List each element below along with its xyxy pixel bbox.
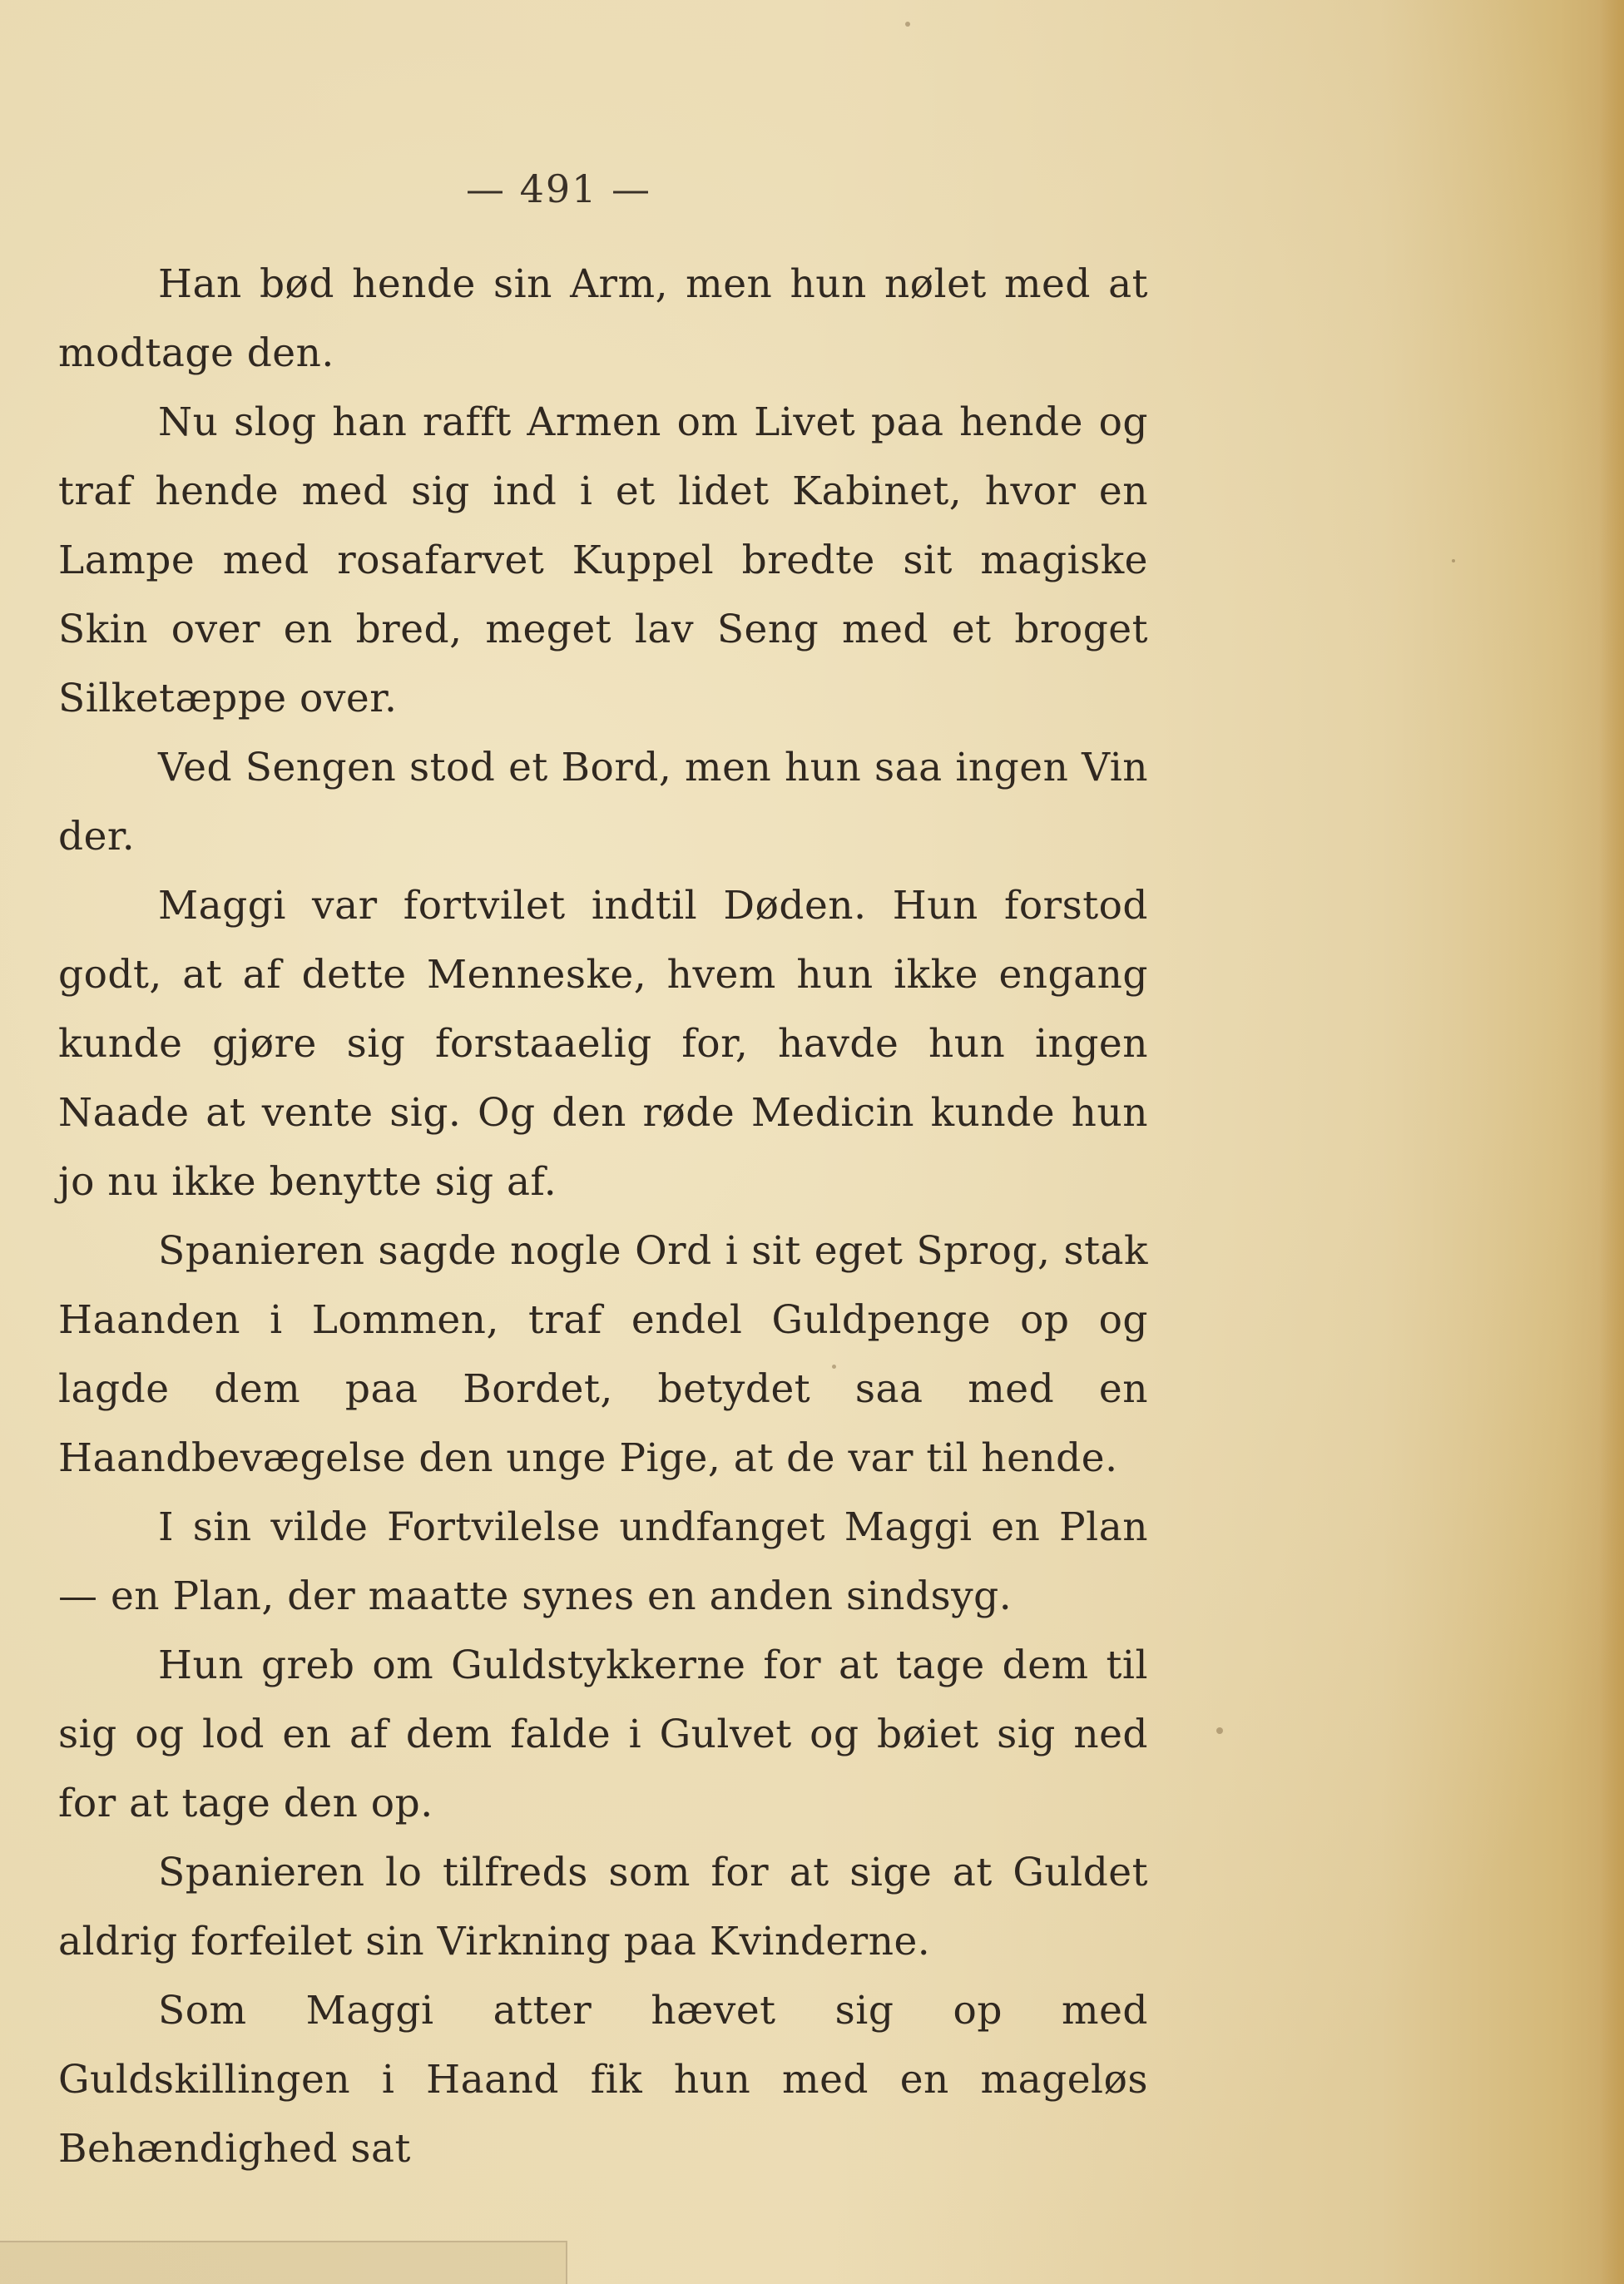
paragraph: Nu slog han rafft Armen om Livet paa hende og traf hende med sig ind i et lidet Kabinet, hvor en Lampe med rosafarvet Kuppel bredte sit magiske Skin over en bred, meget lav Seng med et broget Silketæppe over. — [58, 399, 1148, 721]
body-text — [58, 250, 1148, 2183]
paragraph: Maggi var fortvilet indtil Døden. Hun forstod godt, at af dette Menneske, hvem hun ikke engang kunde gjøre sig forstaaelig for, havde hun ingen Naade at vente sig. Og den røde Medicin kunde hun jo nu ikke benytte sig af. — [58, 883, 1148, 1205]
paper-speck — [1216, 1727, 1223, 1734]
page-number-header: — 491 — — [466, 166, 652, 211]
paper-speck — [832, 1365, 836, 1369]
page-bottom-edge — [0, 2241, 567, 2284]
paragraph: I sin vilde Fortvilelse undfanget Maggi en Plan — en Plan, der maatte synes en anden sindsyg. — [58, 1504, 1148, 1619]
paragraph: Spanieren sagde nogle Ord i sit eget Sprog, stak Haanden i Lommen, traf endel Guldpenge op og lagde dem paa Bordet, betydet saa med en Haandbevægelse den unge Pige, at de var til hende. — [58, 1228, 1148, 1481]
paper-speck — [1452, 559, 1455, 562]
paragraph: Som Maggi atter hævet sig op med Guldskillingen i Haand fik hun med en mageløs Behændighed sat — [58, 1988, 1148, 2172]
paragraph: Hun greb om Guldstykkerne for at tage dem til sig og lod en af dem falde i Gulvet og bøiet sig ned for at tage den op. — [58, 1642, 1148, 1826]
paper-speck — [905, 22, 910, 27]
paragraph: Ved Sengen stod et Bord, men hun saa ingen Vin der. — [58, 745, 1148, 860]
page-edge-shadow — [1599, 0, 1624, 2284]
paragraph: Han bød hende sin Arm, men hun nølet med at modtage den. — [58, 261, 1148, 376]
paragraph: Spanieren lo tilfreds som for at sige at Guldet aldrig forfeilet sin Virkning paa Kvinderne. — [58, 1850, 1148, 1964]
